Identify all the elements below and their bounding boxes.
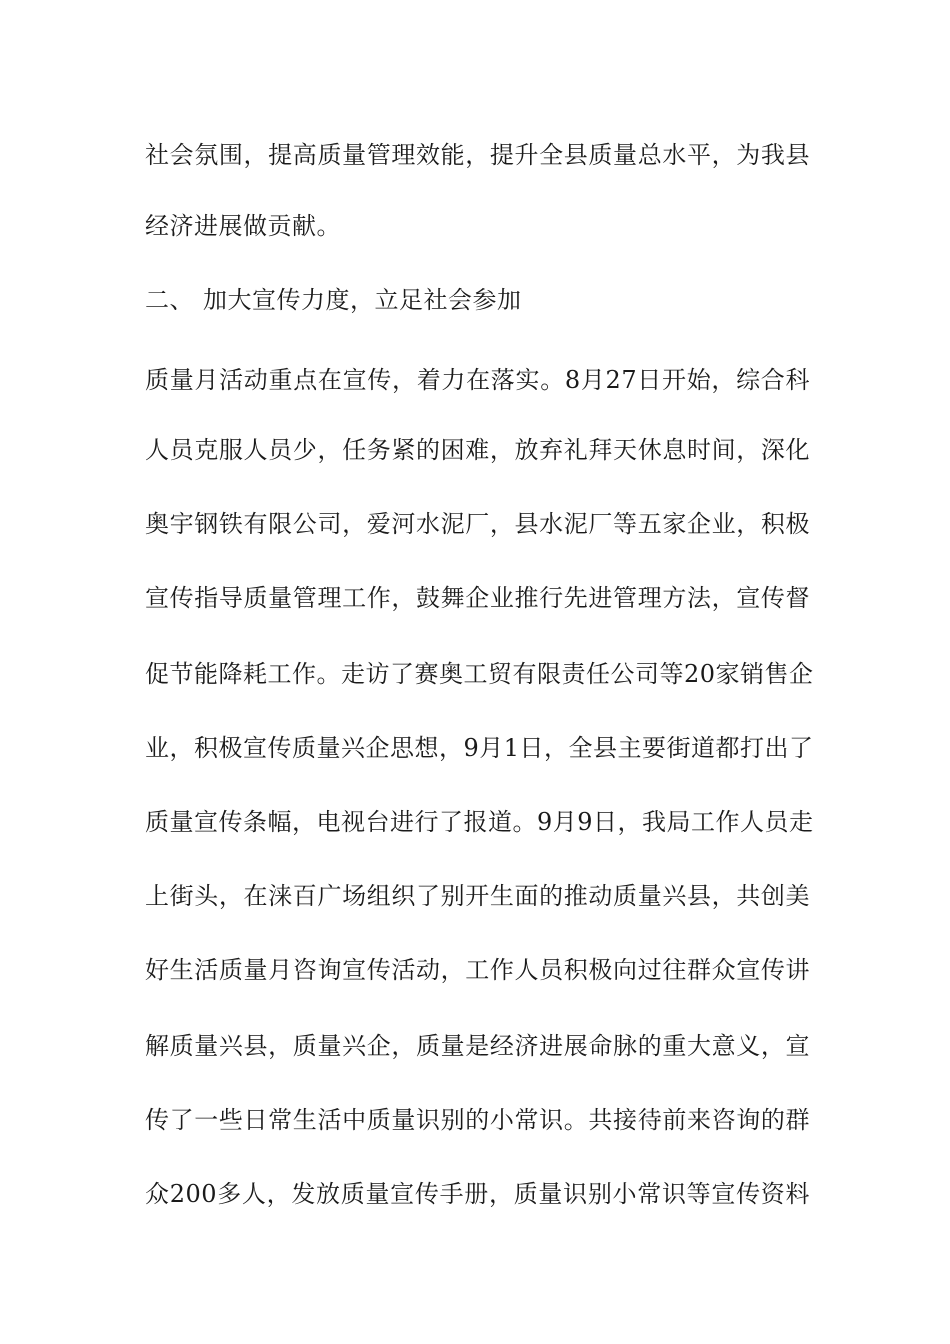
body-text-line: 社会氛围，提高质量管理效能，提升全县质量总水平，为我县 xyxy=(145,141,810,169)
section-number: 二、 xyxy=(145,286,194,314)
body-text-line: 奥宇钢铁有限公司，爱河水泥厂，县水泥厂等五家企业，积极 xyxy=(145,510,810,538)
section-title: 加大宣传力度，立足社会参加 xyxy=(203,286,522,314)
body-text-line: 经济进展做贡献。 xyxy=(145,212,341,240)
body-text-line: 众200多人，发放质量宣传手册，质量识别小常识等宣传资料 xyxy=(145,1180,810,1208)
section-heading xyxy=(145,285,522,315)
body-text-line: 传了一些日常生活中质量识别的小常识。共接待前来咨询的群 xyxy=(145,1106,810,1134)
body-text-line: 解质量兴县，质量兴企，质量是经济进展命脉的重大意义，宣 xyxy=(145,1032,810,1060)
body-text-line: 促节能降耗工作。走访了赛奥工贸有限责任公司等20家销售企 xyxy=(145,660,814,688)
body-text-line: 上街头，在涞百广场组织了别开生面的推动质量兴县，共创美 xyxy=(145,882,810,910)
body-text-line: 质量月活动重点在宣传，着力在落实。8月27日开始，综合科 xyxy=(145,366,810,394)
body-text-line: 好生活质量月咨询宣传活动，工作人员积极向过往群众宣传讲 xyxy=(145,956,810,984)
body-text-line: 人员克服人员少，任务紧的困难，放弃礼拜天休息时间，深化 xyxy=(145,436,810,464)
body-text-line: 宣传指导质量管理工作，鼓舞企业推行先进管理方法，宣传督 xyxy=(145,584,810,612)
body-text-line: 业，积极宣传质量兴企思想，9月1日，全县主要街道都打出了 xyxy=(145,734,814,762)
body-text-line: 质量宣传条幅，电视台进行了报道。9月9日，我局工作人员走 xyxy=(145,808,814,836)
